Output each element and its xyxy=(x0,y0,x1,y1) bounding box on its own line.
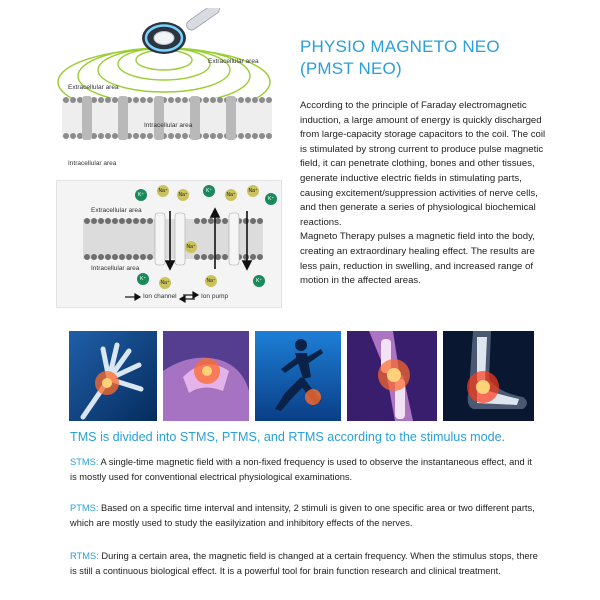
extracellular-label-left: Extracellular area xyxy=(68,84,119,91)
ptms-text: Based on a specific time interval and intensity, 2 stimuli is given to one specific area or two different parts, which are mostly used to study the easilyization and inhibitory effects of the nerves. xyxy=(70,503,535,528)
coil-device-icon xyxy=(142,8,221,54)
potassium-ion-icon: K⁺ xyxy=(203,185,215,197)
sodium-ion-icon: Na⁺ xyxy=(185,241,197,253)
description-paragraph: Magneto Therapy pulses a magnetic field into the body, creating an extraordinary healing effect. The results are less pain, reduction in swelling, and increased range of motion in the affected areas. xyxy=(300,231,535,287)
stms-text: A single-time magnetic field with a non-fixed frequency is used to observe the instantaneous effect, and it is mostly used for conventional electrical physiological examinations. xyxy=(70,457,532,482)
ptms-term: PTMS: xyxy=(70,503,99,513)
product-title-line2: (PMST NEO) xyxy=(300,59,402,78)
sodium-ion-icon: Na⁺ xyxy=(157,185,169,197)
tms-heading: TMS is divided into STMS, PTMS, and RTMS according to the stimulus mode. xyxy=(70,430,506,444)
stms-description xyxy=(70,455,540,485)
sodium-ion-icon: Na⁺ xyxy=(247,185,259,197)
product-description xyxy=(300,99,548,289)
product-title-line1: PHYSIO MAGNETO NEO xyxy=(300,37,500,56)
intracellular-label-left: Intracellular area xyxy=(68,160,117,167)
stms-term: STMS: xyxy=(70,457,99,467)
ptms-description xyxy=(70,501,540,531)
treatment-image-strip xyxy=(69,331,534,421)
channel-extracellular-label: Extracellular area xyxy=(91,207,142,214)
ion-channel-diagram xyxy=(56,180,282,308)
ion-channel-illustration xyxy=(57,181,283,309)
sodium-ion-icon: Na⁺ xyxy=(159,277,171,289)
cell-membrane xyxy=(62,96,272,140)
runner-photo xyxy=(255,331,341,421)
potassium-ion-icon: K⁺ xyxy=(137,273,149,285)
sodium-ion-icon: Na⁺ xyxy=(225,189,237,201)
legend-ion-pump: Ion pump xyxy=(201,293,229,300)
hand-pain-photo xyxy=(69,331,157,421)
membrane-field-diagram xyxy=(56,8,278,170)
foot-pain-photo xyxy=(443,331,534,421)
product-title xyxy=(300,36,570,80)
knee-pain-photo xyxy=(347,331,437,421)
extracellular-label-right: Extracellular area xyxy=(208,58,259,65)
rtms-term: RTMS: xyxy=(70,551,99,561)
sodium-ion-icon: Na⁺ xyxy=(177,189,189,201)
potassium-ion-icon: K⁺ xyxy=(135,189,147,201)
intracellular-label-mid: Intracellular area xyxy=(144,122,193,129)
channel-intracellular-label: Intracellular area xyxy=(91,265,140,272)
potassium-ion-icon: K⁺ xyxy=(265,193,277,205)
shoulder-pain-photo xyxy=(163,331,249,421)
rtms-description xyxy=(70,549,540,579)
sodium-ion-icon: Na⁺ xyxy=(205,275,217,287)
legend-ion-channel: Ion channel xyxy=(143,293,177,300)
rtms-text: During a certain area, the magnetic field is changed at a certain frequency. When the stimulus stops, there is still a continuous biological effect. It is a powerful tool for brain function research and clinical treatment. xyxy=(70,551,538,576)
description-paragraph: According to the principle of Faraday electromagnetic induction, a large amount of energy is quickly discharged from large-capacity storage capacitors to the coil. The coil is stimulated by strong current to produce pulse magnetic field, it can penetrate clothing, bones and other tissues, generate inductive electric fields in stimulating parts, causing excitement/suppression activities of nerve cells, and then generate a series of physiological biochemical reactions. xyxy=(300,100,546,228)
potassium-ion-icon: K⁺ xyxy=(253,275,265,287)
